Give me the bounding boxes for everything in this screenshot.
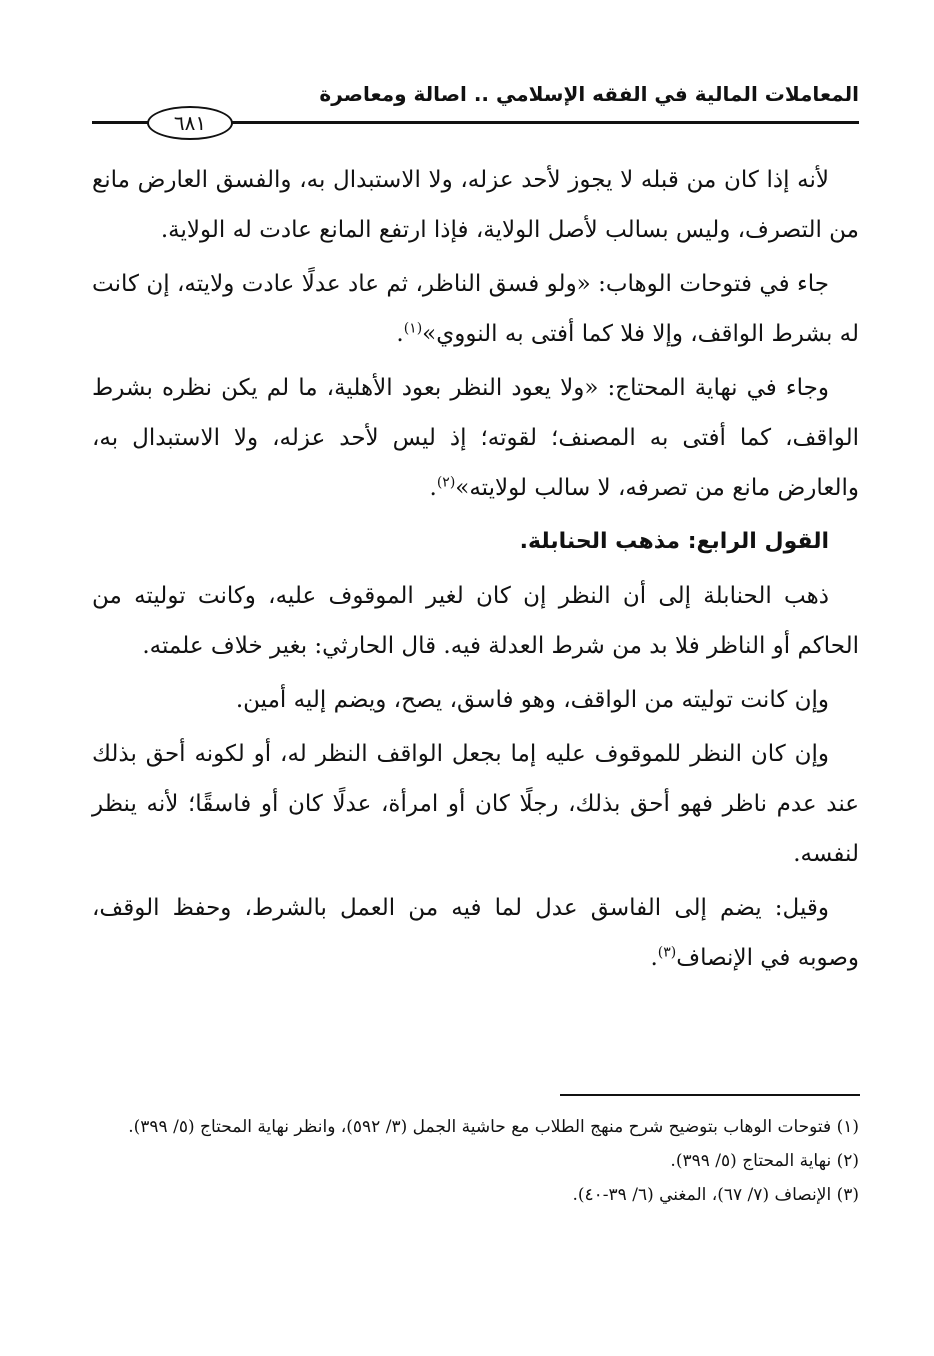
footnote-2: (٢) نهاية المحتاج (٥/ ٣٩٩). [670, 1151, 859, 1171]
footnote-3: (٣) الإنصاف (٧/ ٦٧)، المغني (٦/ ٣٩-٤٠). [572, 1185, 859, 1205]
main-text [92, 155, 859, 987]
footnote-separator [560, 1094, 860, 1096]
footnotes [92, 1110, 859, 1212]
paragraph-7-text: وقيل: يضم إلى الفاسق عدل لما فيه من العمل بالشرط، وحفظ الوقف، وصوبه في الإنصاف [92, 895, 859, 971]
footnote-ref-2: (٢) [436, 474, 456, 491]
footnote-ref-1: (١) [403, 320, 423, 337]
running-title: المعاملات المالية في الفقه الإسلامي .. اصالة ومعاصرة [319, 82, 859, 106]
section-heading: القول الرابع: مذهب الحنابلة. [519, 529, 829, 554]
footnote-1: (١) فتوحات الوهاب بتوضيح شرح منهج الطلاب مع حاشية الجمل (٣/ ٥٩٢)، وانظر نهاية المحتاج (٥/ ٣٩٩). [128, 1117, 859, 1137]
paragraph-4: ذهب الحنابلة إلى أن النظر إن كان لغير الموقوف عليه، وكانت توليته من الحاكم أو الناظر فلا بد من شرط العدلة فيه. قال الحارثي: بغير خلاف علمته. [92, 583, 859, 659]
page-number-text: ٦٨١ [173, 111, 207, 135]
page-number [147, 106, 233, 140]
paragraph-6: وإن كان النظر للموقوف عليه إما بجعل الواقف النظر له، أو لكونه أحق بذلك عند عدم ناظر فهو أحق بذلك، رجلًا كان أو امرأة، عدلًا كان أو فاسقًا؛ لأنه ينظر لنفسه. [92, 741, 859, 867]
paragraph-3-text: وجاء في نهاية المحتاج: «ولا يعود النظر بعود الأهلية، ما لم يكن نظره بشرط الواقف، كما أفتى به المصنف؛ لقوته؛ إذ ليس لأحد عزله، ولا الاستبدال به، والعارض مانع من تصرفه، لا سالب لولايته» [92, 375, 859, 501]
paragraph-2-text: جاء في فتوحات الوهاب: «ولو فسق الناظر، ثم عاد عدلًا عادت ولايته، إن كانت له بشرط الواقف، وإلا فلا كما أفتى به النووي» [92, 271, 859, 347]
footnote-ref-3: (٣) [657, 944, 677, 961]
paragraph-5: وإن كانت توليته من الواقف، وهو فاسق، يصح، ويضم إليه أمين. [235, 687, 829, 713]
paragraph-7: وقيل: يضم إلى الفاسق عدل لما فيه من العمل بالشرط، وحفظ الوقف، وصوبه في الإنصاف$^{(٣)}$. [92, 895, 859, 971]
paragraph-1: لأنه إذا كان من قبله لا يجوز لأحد عزله، ولا الاستبدال به، والفسق العارض مانع من التصرف، وليس بسالب لأصل الولاية، فإذا ارتفع المانع عادت له الولاية. [92, 167, 859, 243]
paragraph-2: جاء في فتوحات الوهاب: «ولو فسق الناظر، ثم عاد عدلًا عادت ولايته، إن كانت له بشرط الواقف، وإلا فلا كما أفتى به النووي»$^{(١)}$. [92, 271, 859, 347]
paragraph-3: وجاء في نهاية المحتاج: «ولا يعود النظر بعود الأهلية، ما لم يكن نظره بشرط الواقف، كما أفتى به المصنف؛ لقوته؛ إذ ليس لأحد عزله، ولا الاستبدال به، والعارض مانع من تصرفه، لا سالب لولايته»$^{(٢)}$. [92, 375, 859, 501]
